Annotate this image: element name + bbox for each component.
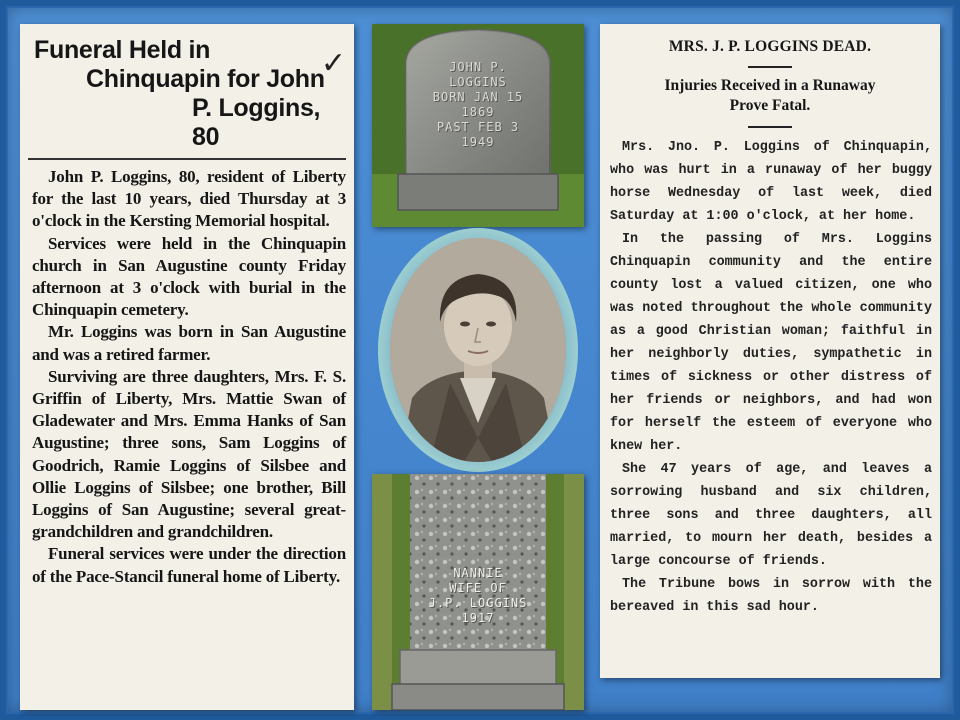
article-body bbox=[600, 136, 940, 619]
article-subtitle-line-1: Injuries Received in a Runaway bbox=[664, 77, 876, 94]
headline-line-3: P. Loggins, 80 bbox=[192, 94, 321, 151]
title-divider bbox=[748, 66, 792, 68]
inscription-line: LOGGINS bbox=[449, 75, 507, 89]
obituary-paragraph: Funeral services were under the direction of the Pace-Stancil funeral home of Liberty. bbox=[32, 544, 346, 586]
inscription-line: BORN JAN 15 bbox=[432, 90, 524, 104]
inscription-line: NANNIE bbox=[453, 566, 503, 580]
headline-line-2: Chinquapin for John bbox=[86, 65, 325, 93]
article-paragraph: Mrs. Jno. P. Loggins of Chinquapin, who was hurt in a runaway of her buggy horse Wednesday of last week, died Saturday at 1:00 o'clock, at her home. bbox=[610, 140, 932, 224]
obituary-paragraph: Surviving are three daughters, Mrs. F. S. Griffin of Liberty, Mrs. Mattie Swan of Gladewater and Mrs. Emma Hanks of San Augustine; three sons, Sam Loggins of Goodrich, Ramie Loggins of Silsbee and Ollie Loggins of Silsbee; one brother, Bill Loggins of San Augustine; several great-grandchildren and grandchildren. bbox=[32, 366, 346, 542]
portrait-vignette bbox=[378, 228, 578, 472]
obituary-clipping-john-loggins bbox=[20, 24, 354, 710]
inscription-line: 1869 bbox=[461, 105, 495, 119]
check-mark-icon: ✓ bbox=[320, 46, 346, 81]
inscription-line: 1917 bbox=[461, 611, 495, 625]
obituary-headline bbox=[20, 24, 354, 152]
inscription-line: WIFE OF bbox=[449, 581, 507, 595]
obituary-paragraph: Services were held in the Chinquapin church in San Augustine county Friday afternoon at 3 o'clock with burial in the Chinquapin cemetery. bbox=[32, 233, 346, 320]
headstone-photo-john bbox=[372, 24, 584, 227]
inscription-line: J.P. LOGGINS bbox=[428, 596, 528, 610]
woman-portrait-illustration bbox=[390, 238, 566, 462]
headstone-photo-nannie bbox=[372, 474, 584, 710]
article-paragraph: The Tribune bows in sorrow with the bereaved in this sad hour. bbox=[610, 577, 932, 615]
inscription-line: PAST FEB 3 bbox=[436, 120, 520, 134]
obituary-paragraph: Mr. Loggins was born in San Augustine and was a retired farmer. bbox=[32, 322, 346, 364]
headstone-inscription bbox=[372, 60, 584, 150]
obituary-clipping-mrs-loggins bbox=[600, 24, 940, 678]
obituary-paragraph: John P. Loggins, 80, resident of Liberty for the last 10 years, died Thursday at 3 o'clock in the Kersting Memorial hospital. bbox=[32, 167, 346, 231]
obituary-body bbox=[20, 160, 354, 588]
article-subtitle-line-2: Prove Fatal. bbox=[729, 97, 811, 114]
article-paragraph: In the passing of Mrs. Loggins Chinquapin community and the entire county lost a valued citizen, one who was noted throughout the whole community as a good Christian woman; faithful in her neighborly duties, sympathetic in times of sickness or other distress of her friends or neighbors, and had won for herself the esteem of everyone who knew her. bbox=[610, 232, 932, 454]
headline-line-1: Funeral Held in bbox=[34, 36, 211, 64]
inscription-line: 1949 bbox=[461, 135, 495, 149]
inscription-line: JOHN P. bbox=[449, 60, 507, 74]
subtitle-divider bbox=[748, 126, 792, 128]
article-title: MRS. J. P. LOGGINS DEAD. bbox=[668, 38, 872, 55]
portrait-photo bbox=[390, 238, 566, 462]
article-paragraph: She 47 years of age, and leaves a sorrowing husband and six children, three sons and three daughters, all married, to mourn her death, besides a large concourse of friends. bbox=[610, 462, 932, 569]
headstone-inscription bbox=[372, 566, 584, 626]
